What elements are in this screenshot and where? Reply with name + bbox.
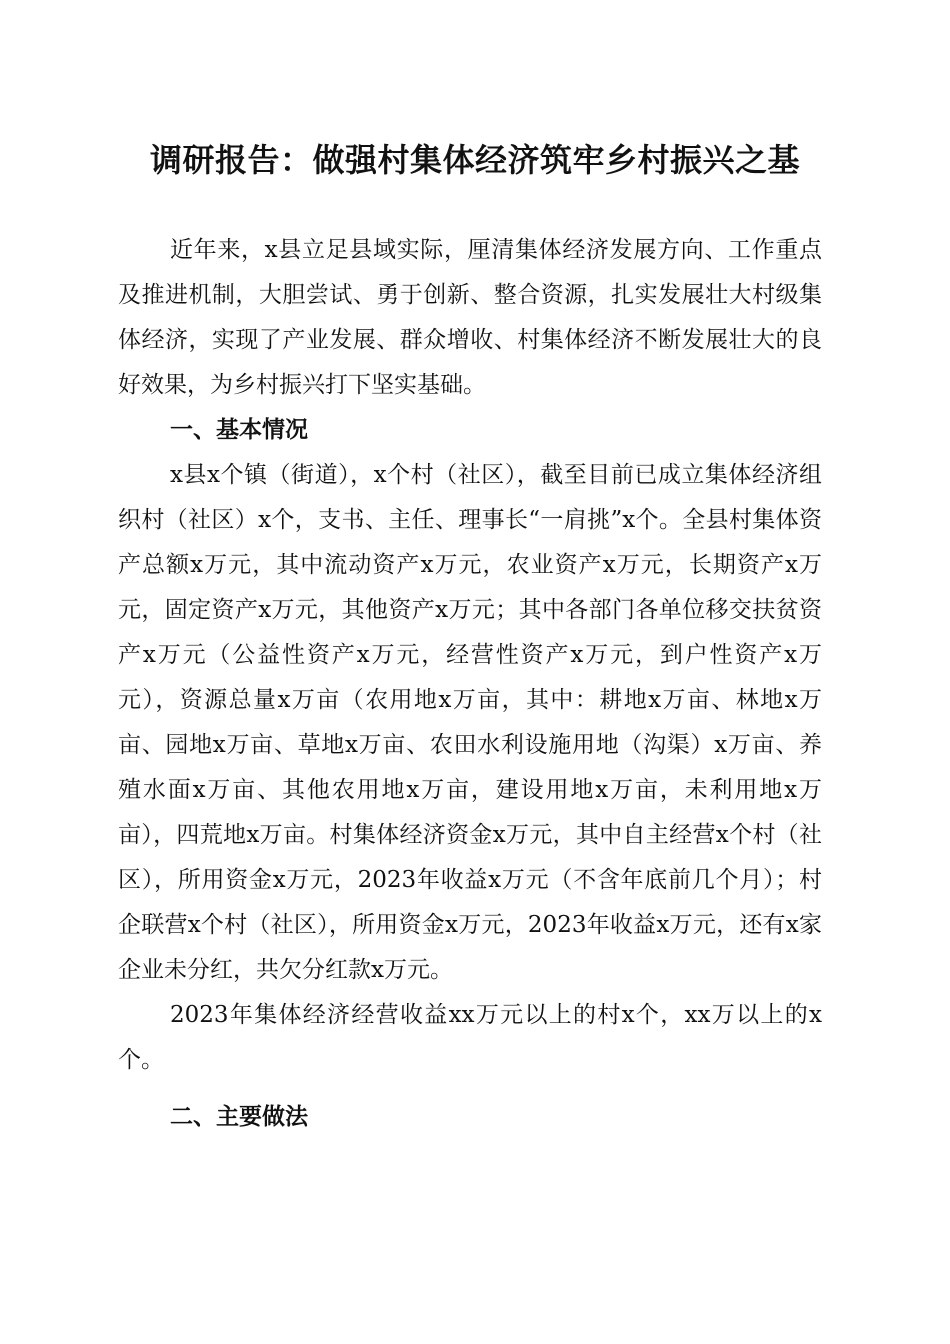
section-heading-main-practices: 二、主要做法	[170, 1104, 308, 1130]
section-heading-basic-situation: 一、基本情况	[170, 417, 308, 443]
basic-situation-paragraph: x县x个镇（街道），x个村（社区），截至目前已成立集体经济组织村（社区）x个，支书、主任、理事长“一肩挑”x个。全县村集体资产总额x万元，其中流动资产x万元，农业资产x万元，长期资产x万元，固定资产x万元，其他资产x万元；其中各部门各单位移交扶贫资产x万元（公益性资产x万元，经营性资产x万元，到户性资产x万元），资源总量x万亩（农用地x万亩，其中：耕地x万亩、林地x万亩、园地x万亩、草地x万亩、农田水利设施用地（沟渠）x万亩、养殖水面x万亩、其他农用地x万亩，建设用地x万亩，未利用地x万亩），四荒地x万亩。村集体经济资金x万元，其中自主经营x个村（社区），所用资金x万元，2023年收益x万元（不含年底前几个月）；村企联营x个村（社区），所用资金x万元，2023年收益x万元，还有x家企业未分红，共欠分红款x万元。	[118, 462, 822, 983]
intro-paragraph: 近年来，x县立足县域实际，厘清集体经济发展方向、工作重点及推进机制，大胆尝试、勇于创新、整合资源，扎实发展壮大村级集体经济，实现了产业发展、群众增收、村集体经济不断发展壮大的良好效果，为乡村振兴打下坚实基础。	[118, 237, 822, 398]
income-summary-paragraph: 2023年集体经济经营收益xx万元以上的村x个，xx万以上的x个。	[118, 1002, 822, 1073]
document-body	[118, 228, 822, 1140]
section-spacer	[118, 1083, 822, 1095]
document-title: 调研报告：做强村集体经济筑牢乡村振兴之基	[149, 141, 800, 179]
